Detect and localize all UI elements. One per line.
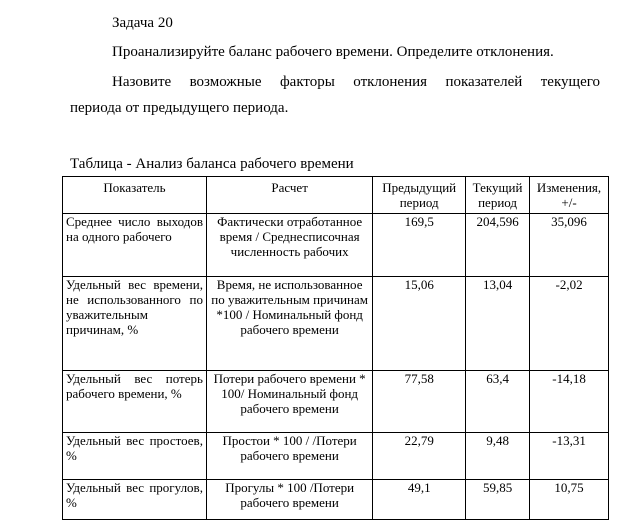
row-current: 63,4 (466, 371, 530, 433)
table-header-row (63, 177, 609, 214)
table-row (63, 371, 609, 433)
row-current: 204,596 (466, 214, 530, 277)
row-calculation: Время, не использованное по уважительным причинам *100 / Номинальный фонд рабочего времени (206, 277, 372, 371)
row-change: -14,18 (530, 371, 609, 433)
table-row (63, 433, 609, 480)
header-calculation: Расчет (206, 177, 372, 214)
row-previous: 15,06 (373, 277, 466, 371)
row-calculation: Прогулы * 100 /Потери рабочего времени (206, 480, 372, 520)
row-change: -13,31 (530, 433, 609, 480)
table-row (63, 214, 609, 277)
row-previous: 77,58 (373, 371, 466, 433)
row-current: 13,04 (466, 277, 530, 371)
row-calculation: Потери рабочего времени * 100/ Номинальный фонд рабочего времени (206, 371, 372, 433)
row-previous: 22,79 (373, 433, 466, 480)
header-change: Изменения, +/- (530, 177, 609, 214)
row-change: 10,75 (530, 480, 609, 520)
row-current: 59,85 (466, 480, 530, 520)
row-indicator: Удельный вес времени, не использованного по уважительным причинам, % (63, 277, 207, 371)
row-previous: 169,5 (373, 214, 466, 277)
row-indicator: Удельный вес прогулов, % (63, 480, 207, 520)
table-caption: Таблица - Анализ баланса рабочего времени (70, 156, 354, 172)
header-current-period: Текущий период (466, 177, 530, 214)
row-indicator: Среднее число выходов на одного рабочего (63, 214, 207, 277)
table-row (63, 277, 609, 371)
row-indicator: Удельный вес потерь рабочего времени, % (63, 371, 207, 433)
task-paragraph-2-line-1: Назовите возможные факторы отклонения показателей текущего (112, 74, 600, 90)
task-paragraph-1: Проанализируйте баланс рабочего времени. Определите отклонения. (112, 44, 554, 60)
row-current: 9,48 (466, 433, 530, 480)
row-previous: 49,1 (373, 480, 466, 520)
table-row (63, 480, 609, 520)
row-calculation: Простои * 100 / /Потери рабочего времени (206, 433, 372, 480)
header-indicator: Показатель (63, 177, 207, 214)
work-time-balance-table (62, 176, 609, 520)
task-title: Задача 20 (112, 15, 173, 31)
row-change: 35,096 (530, 214, 609, 277)
header-previous-period: Предыдущий период (373, 177, 466, 214)
task-paragraph-2-line-2: периода от предыдущего периода. (70, 100, 289, 116)
row-calculation: Фактически отработанное время / Среднесписочная численность рабочих (206, 214, 372, 277)
row-indicator: Удельный вес простоев, % (63, 433, 207, 480)
row-change: -2,02 (530, 277, 609, 371)
